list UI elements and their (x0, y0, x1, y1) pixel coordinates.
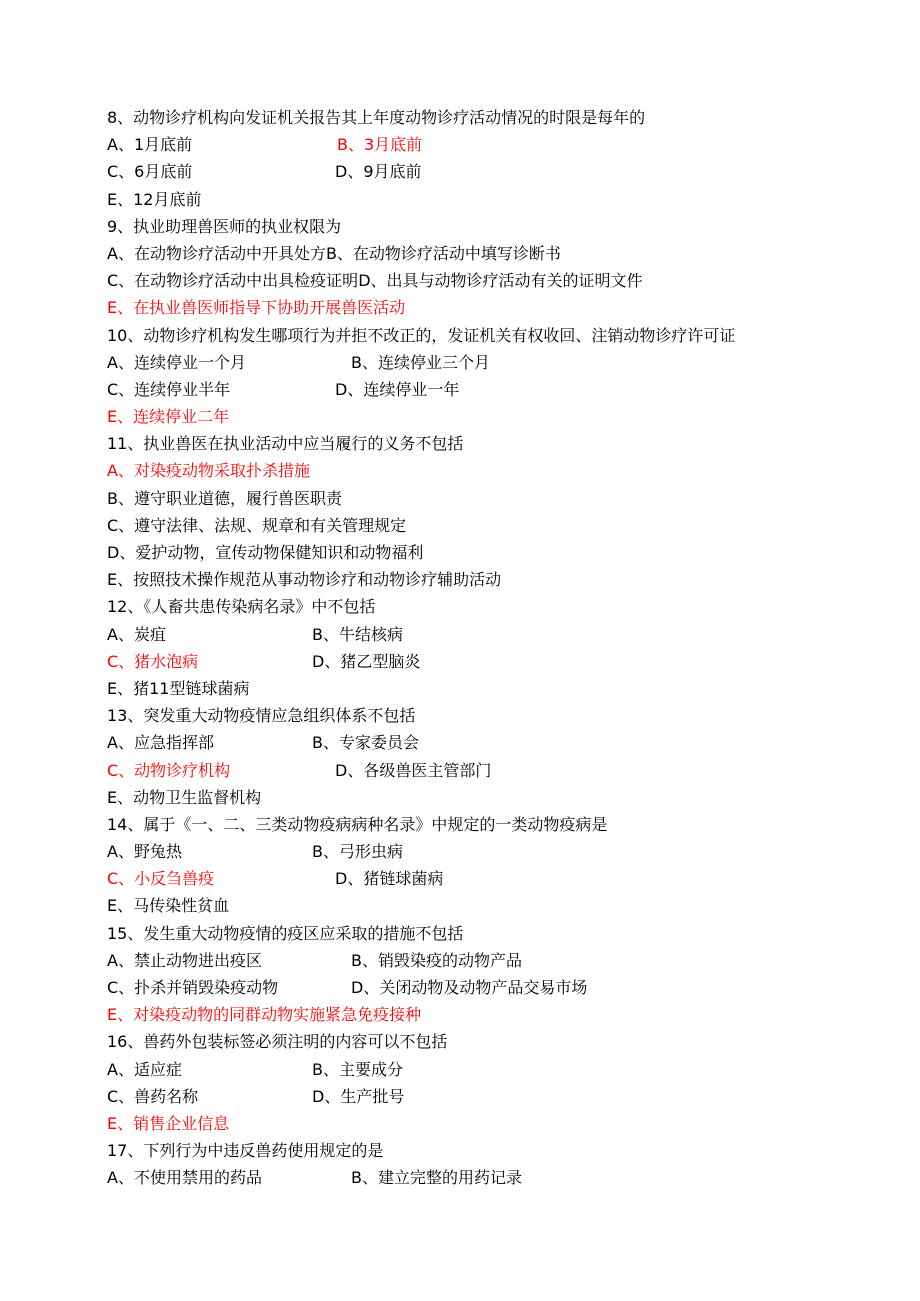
question-11-option-c: C、遵守法律、法规、规章和有关管理规定 (107, 515, 407, 535)
question-8-stem: 8、动物诊疗机构向发证机关报告其上年度动物诊疗活动情况的时限是每年的 (107, 108, 646, 127)
question-13-option-c-answer: C、动物诊疗机构 (107, 760, 231, 780)
question-9-options-ab (107, 240, 827, 267)
question-14-stem: 14、属于《一、二、三类动物疫病病种名录》中规定的一类动物疫病是 (107, 814, 608, 834)
question-12-stem: 12、《人畜共患传染病名录》中不包括 (107, 597, 376, 617)
question-14-options-ab (107, 838, 827, 865)
question-12-option-a: A、炭疽 (107, 624, 166, 644)
question-11-option-a-answer: A、对染疫动物采取扑杀措施 (107, 461, 310, 481)
question-12-options-cd (107, 648, 827, 675)
question-8-option-a: A、1月底前 (107, 135, 193, 155)
question-9-stem: 9、执业助理兽医师的执业权限为 (107, 216, 342, 236)
question-10-option-c: C、连续停业半年 (107, 379, 231, 399)
question-13-options-cd (107, 757, 827, 784)
question-14-option-d: D、猪链球菌病 (335, 869, 444, 889)
question-10-stem: 10、动物诊疗机构发生哪项行为并拒不改正的，发证机关有权收回、注销动物诊疗许可证 (107, 325, 736, 345)
question-17-option-b: B、建立完整的用药记录 (351, 1168, 522, 1188)
question-8-option-d: D、9月底前 (335, 162, 422, 182)
question-11-option-b: B、遵守职业道德，履行兽医职责 (107, 488, 342, 508)
question-13-option-e: E、动物卫生监督机构 (107, 787, 262, 807)
question-15-option-d: D、关闭动物及动物产品交易市场 (351, 978, 588, 998)
question-14-option-c-answer: C、小反刍兽疫 (107, 869, 215, 889)
question-12-option-d: D、猪乙型脑炎 (312, 651, 421, 671)
question-13-options-ab (107, 729, 827, 756)
question-16-option-c: C、兽药名称 (107, 1086, 199, 1106)
question-15-option-e-answer: E、对染疫动物的同群动物实施紧急免疫接种 (107, 1005, 422, 1025)
question-12-option-c-answer: C、猪水泡病 (107, 651, 199, 671)
question-8-option-b-answer: B、3月底前 (337, 135, 423, 155)
question-9-options-cd (107, 267, 827, 294)
question-8-option-e: E、12月底前 (107, 189, 202, 209)
question-11-option-e: E、按照技术操作规范从事动物诊疗和动物诊疗辅助活动 (107, 570, 502, 590)
question-9-option-b: B、在动物诊疗活动中填写诊断书 (325, 243, 561, 263)
question-14-options-cd (107, 865, 827, 892)
question-14-option-e: E、马传染性贫血 (107, 896, 230, 916)
question-15-option-b: B、销毁染疫的动物产品 (351, 950, 522, 970)
question-12-option-e: E、猪11型链球菌病 (107, 678, 250, 698)
question-13-option-a: A、应急指挥部 (107, 733, 214, 753)
question-16-options-ab (107, 1056, 827, 1083)
question-10-option-a: A、连续停业一个月 (107, 352, 246, 372)
question-10-option-b: B、连续停业三个月 (351, 352, 490, 372)
question-16-option-e-answer: E、销售企业信息 (107, 1113, 230, 1133)
question-10-option-e-answer: E、连续停业二年 (107, 407, 230, 427)
question-13-option-d: D、各级兽医主管部门 (335, 760, 492, 780)
question-14-option-b: B、弓形虫病 (312, 842, 403, 862)
question-15-options-cd (107, 974, 827, 1001)
question-16-options-cd (107, 1083, 827, 1110)
question-13-stem: 13、突发重大动物疫情应急组织体系不包括 (107, 706, 416, 726)
question-14-option-a: A、野兔热 (107, 842, 182, 862)
question-9-option-a: A、在动物诊疗活动中开具处方 (107, 243, 326, 263)
question-15-options-ab (107, 947, 827, 974)
question-13-option-b: B、专家委员会 (312, 733, 419, 753)
question-8-option-c: C、6月底前 (107, 162, 193, 182)
question-9-option-d: D、出具与动物诊疗活动有关的证明文件 (358, 271, 643, 291)
question-11-option-d: D、爱护动物，宣传动物保健知识和动物福利 (107, 543, 424, 563)
question-10-option-d: D、连续停业一年 (335, 379, 460, 399)
exam-page (107, 104, 827, 1192)
question-11-stem: 11、执业兽医在执业活动中应当履行的义务不包括 (107, 434, 464, 454)
question-9-option-e-answer: E、在执业兽医师指导下协助开展兽医活动 (107, 298, 406, 318)
question-15-option-c: C、扑杀并销毁染疫动物 (107, 978, 279, 998)
question-10-options-ab (107, 349, 827, 376)
question-16-stem: 16、兽药外包装标签必须注明的内容可以不包括 (107, 1032, 448, 1052)
question-8-options-cd (107, 158, 827, 185)
question-12-option-b: B、牛结核病 (312, 624, 403, 644)
question-15-option-a: A、禁止动物进出疫区 (107, 950, 262, 970)
question-17-stem: 17、下列行为中违反兽药使用规定的是 (107, 1141, 384, 1161)
question-8-options-ab (107, 131, 827, 158)
question-10-options-cd (107, 376, 827, 403)
question-17-option-a: A、不使用禁用的药品 (107, 1168, 262, 1188)
question-16-option-d: D、生产批号 (312, 1086, 405, 1106)
question-9-option-c: C、在动物诊疗活动中出具检疫证明 (107, 271, 359, 291)
question-16-option-a: A、适应症 (107, 1059, 182, 1079)
question-15-stem: 15、发生重大动物疫情的疫区应采取的措施不包括 (107, 923, 464, 943)
question-16-option-b: B、主要成分 (312, 1059, 403, 1079)
question-17-options-ab (107, 1164, 827, 1191)
question-12-options-ab (107, 621, 827, 648)
